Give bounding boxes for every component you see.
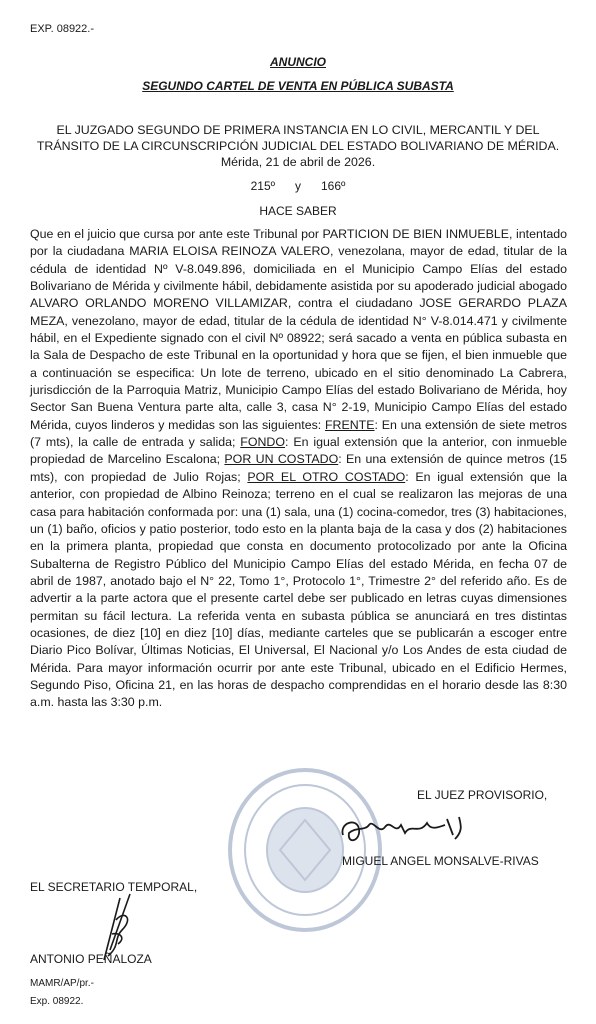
expediente-header: EXP. 08922.- [30,23,95,35]
expediente-footer: Exp. 08922. [30,996,84,1007]
costado2-label: POR EL OTRO COSTADO [247,469,406,484]
judge-title: EL JUEZ PROVISORIO, [417,788,548,802]
initials: MAMR/AP/pr.- [30,978,94,989]
body-part-1: Que en el juicio que cursa por ante este Tribunal por PARTICION DE BIEN INMUEBLE, intentado por la ciudadana MARIA ELOISA REINOZA VALERO, venezolana, mayor de edad, titular de la cédula de identidad Nº V-8.049.896, domiciliada en el Municipio Campo Elías del estado Bolivariano de Mérida y civilmente hábil, debidamente asistida por su apoderado judicial abogado ALVARO ORLANDO MORENO VILLAMIZAR, contra el ciudadano JOSE GERARDO PLAZA MEZA, venezolano, mayor de edad, titular de la cédula de identidad N° V-8.014.471 y civilmente hábil, en el Expediente signado con el civil Nº 08922; será sacado a venta en pública subasta en la Sala de Despacho de este Tribunal en la oportunidad y hora que se fijen, el bien inmueble que a continuación se especifica: Un lote de terreno, ubicado en el sitio denominado La Cabrera, jurisdicción de la Parroquia Matriz, Municipio Campo Elías del estado Bolivariano de Mérida, hoy Sector San Buena Ventura parte alta, calle 3, casa N° 2-19, Municipio Campo Elías del estado Mérida, cuyos linderos y medidas son las siguientes: [30,227,567,432]
frente-label: FRENTE [324,417,375,432]
body-part-5: : En igual extensión que la anterior, con propiedad de Albino Reinoza; terreno en el cual se realizaron las mejoras de una casa para habitación conformada por: una (1) sala, una (1) cocina-comedor, tres (3) habitaciones, un (1) baño, oficios y patio posterior, todo esto en la planta baja de la casa y dos (2) habitaciones en la primera planta, propiedad que consta en documento protocolizado por ante la Oficina Subalterna de Registro Público del Municipio Campo Elías del estado Mérida, en fecha 07 de abril de 1987, anotado bajo el N° 22, Tomo 1°, Protocolo 1°, Trimestre 2° del referido año. Es de advertir a la parte actora que el presente cartel debe ser publicado en letras cuyas dimensiones permitan su fácil lectura. La referida venta en subasta pública se anunciará en tres distintas ocasiones, de diez [10] en diez [10] días, mediante carteles que se publicarán a escoger entre Diario Pico Bolívar, Últimas Noticias, El Universal, El Nacional y/o Los Andes de esta ciudad de Mérida. Para mayor información ocurrir por ante este Tribunal, ubicado en el Edificio Hermes, Segundo Piso, Oficina 21, en las horas de despacho comprendidas en el horario desde las 8:30 a.m. hasta las 3:30 p.m. [30,469,567,710]
announcement-body [30,226,567,712]
judge-signature [335,805,495,855]
costado1-label: POR UN COSTADO [224,452,339,467]
body-part-2: : En una extensión de siete metros (7 mts), la calle de entrada y salida; [30,417,568,450]
fondo-label: FONDO [240,435,286,450]
year-separator: y [295,179,301,193]
years-line [0,179,596,193]
secretary-title: EL SECRETARIO TEMPORAL, [30,880,198,894]
hace-saber-heading: HACE SABER [259,204,337,218]
body-part-3: : En igual extensión que la anterior, con inmueble propiedad de Marcelino Escalona; [30,435,567,467]
secretary-name: ANTONIO PEÑALOZA [30,952,152,966]
document-title: ANUNCIO [270,55,326,69]
court-header: EL JUZGADO SEGUNDO DE PRIMERA INSTANCIA EN LO CIVIL, MERCANTIL Y DEL TRÁNSITO DE LA CIRCUNSCRIPCIÓN JUDICIAL DEL ESTADO BOLIVARIANO DE MÉRIDA. Mérida, 21 de abril de 2026. [36,123,560,169]
year-independence: 215º [250,179,275,193]
year-federation: 166º [321,179,346,193]
judge-name: MIGUEL ANGEL MONSALVE-RIVAS [342,854,539,868]
body-part-4: : En una extensión de quince metros (15 mts), con propiedad de Julio Rojas; [30,452,568,484]
document-subtitle: SEGUNDO CARTEL DE VENTA EN PÚBLICA SUBASTA [142,79,454,93]
